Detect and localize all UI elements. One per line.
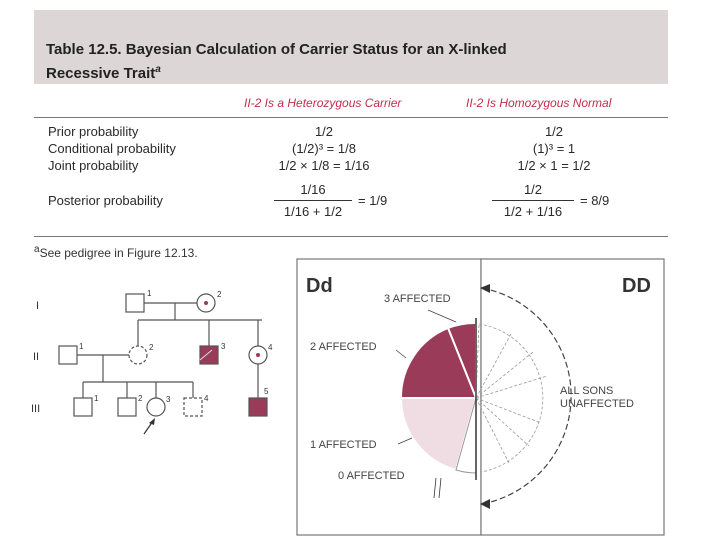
post2-numerator: 1/2	[523, 182, 543, 197]
dd-homozygous-box	[481, 259, 664, 535]
pedigree-num-II1: 1	[79, 342, 84, 351]
label-all-sons: ALL SONS	[560, 385, 614, 397]
col2-header: II-2 Is Homozygous Normal	[466, 96, 612, 110]
table-title-line2: Recessive Trait	[46, 65, 156, 82]
pedigree-II2-female	[129, 346, 147, 364]
pedigree-num-III2: 2	[138, 394, 143, 403]
table-footnote	[34, 244, 198, 260]
pedigree-chart	[0, 270, 290, 470]
pedigree-num-III5: 5	[264, 387, 269, 396]
prior-c1: 1/2	[314, 124, 334, 139]
label-3-affected: 3 AFFECTED	[384, 293, 451, 305]
col1-header: II-2 Is a Heterozygous Carrier	[244, 96, 402, 110]
pedigree-num-I2: 2	[217, 290, 222, 299]
conditional-c2: (1)³ = 1	[532, 141, 576, 156]
table-title-bar	[34, 10, 668, 84]
label-2-affected: 2 AFFECTED	[310, 341, 377, 353]
post1-result: = 1/9	[358, 193, 388, 208]
footnote-text: See pedigree in Figure 12.13.	[39, 246, 198, 260]
label-Dd: Dd	[306, 275, 333, 297]
pedigree-III3-proband-female	[147, 398, 165, 416]
pedigree-num-II2: 2	[149, 343, 154, 352]
post1-fraction-bar	[274, 200, 352, 201]
posterior-label: Posterior probability	[48, 193, 163, 208]
post1-denominator: 1/16 + 1/2	[283, 204, 343, 219]
row-joint-label: Joint probability	[48, 158, 139, 173]
pedigree-num-III4: 4	[204, 394, 209, 403]
pedigree-II3-affected-male	[200, 346, 218, 364]
pedigree-III4-male	[184, 398, 202, 416]
proband-arrow-head	[149, 418, 155, 425]
pedigree-num-III1: 1	[94, 394, 99, 403]
pedigree-I2-carrier-dot	[204, 301, 208, 305]
pedigree-III1-male	[74, 398, 92, 416]
generation-label-I: I	[36, 300, 40, 312]
table-panel	[34, 10, 668, 250]
footnote-sup: a	[34, 244, 40, 255]
post2-fraction-bar	[492, 200, 574, 201]
table-title	[46, 40, 507, 84]
pedigree-II4-carrier-dot	[256, 353, 260, 357]
table-title-line1: Table 12.5. Bayesian Calculation of Carrier Status for an X-linked	[46, 41, 507, 58]
row-prior-label: Prior probability	[48, 124, 139, 139]
label-unaffected: UNAFFECTED	[560, 398, 634, 410]
generation-label-III: III	[31, 403, 41, 415]
post1-numerator: 1/16	[300, 182, 326, 197]
row-conditional-label: Conditional probability	[48, 141, 176, 156]
prior-c2: 1/2	[544, 124, 564, 139]
pedigree-num-II4: 4	[268, 343, 273, 352]
table-title-sup: a	[155, 64, 161, 75]
pedigree-III2-male	[118, 398, 136, 416]
pedigree-num-II3: 3	[221, 342, 226, 351]
bottom-rule	[34, 236, 668, 237]
post2-denominator: 1/2 + 1/16	[503, 204, 563, 219]
header-rule	[34, 117, 668, 118]
generation-label-II: II	[33, 351, 40, 363]
pedigree-num-I1: 1	[147, 289, 152, 298]
joint-c1: 1/2 × 1/8 = 1/16	[278, 158, 370, 173]
post2-result: = 8/9	[580, 193, 610, 208]
label-1-affected: 1 AFFECTED	[310, 439, 377, 451]
pedigree-I1-male	[126, 294, 144, 312]
joint-c2: 1/2 × 1 = 1/2	[517, 158, 591, 173]
conditional-c1: (1/2)³ = 1/8	[292, 141, 356, 156]
pedigree-II1-male	[59, 346, 77, 364]
label-DD: DD	[622, 275, 651, 297]
pedigree-num-III3: 3	[166, 395, 171, 404]
label-0-affected: 0 AFFECTED	[338, 470, 405, 482]
carrier-probability-diagram	[296, 258, 668, 538]
pedigree-III5-affected-male	[249, 398, 267, 416]
